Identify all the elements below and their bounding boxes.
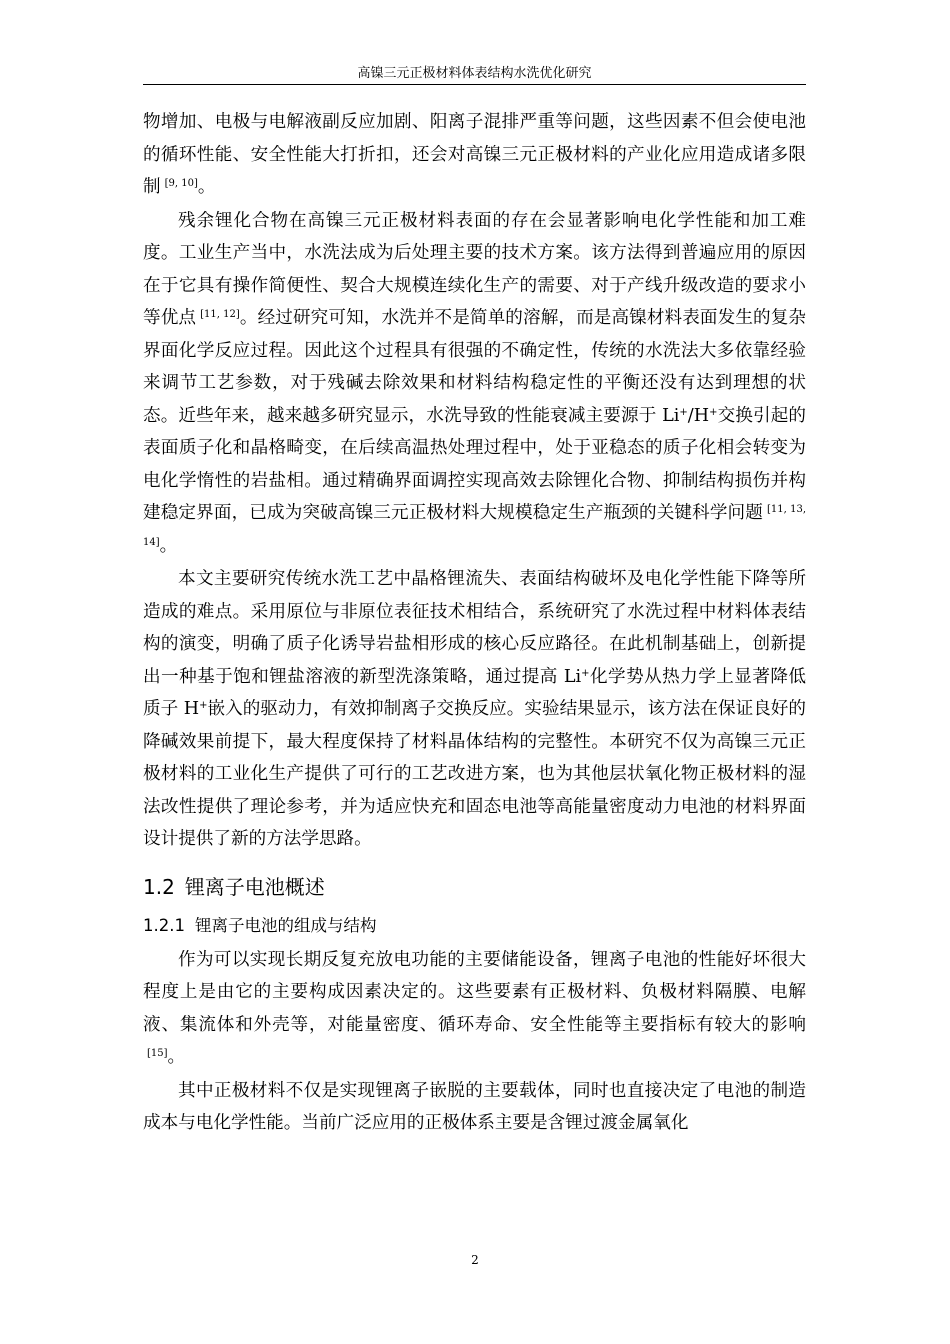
paragraph-residual-lithium [143, 205, 806, 563]
paragraph-text: 嵌入的驱动力，有效抑制离子交换反应。实验结果显示，该方法在保证良好的降碱效果前提下，最大程度保持了材料晶体结构的完整性。本研究不仅为高镍三元正极材料的工业化生产提供了可行的工艺改进方案，也为其他层状氧化物正极材料的湿法改性提供了理论参考，并为适应快充和固态电池等高能量密度动力电池的材料界面设计提供了新的方法学思路。 [143, 699, 806, 849]
paragraph-text: 作为可以实现长期反复充放电功能的主要储能设备，锂离子电池的性能好坏很大程度上是由它的主要构成因素决定的。这些要素有正极材料、负极材料隔膜、电解液、集流体和外壳等，对能量密度、循环寿命、安全性能等主要指标有较大的影响 [143, 949, 806, 1035]
section-heading [143, 870, 806, 904]
superscript: + [581, 667, 590, 679]
body-text [143, 106, 806, 1141]
paragraph-text: 本文主要研究传统水洗工艺中晶格锂流失、表面结构破坏及电化学性能下降等所造成的难点。采用原位与非原位表征技术相结合，系统研究了水洗过程中材料体表结构的演变，明确了质子化诱导岩盐相形成的核心反应路径。在此机制基础上，创新提出一种基于饱和锂盐溶液的新型洗涤策略，通过提高 Li [143, 569, 806, 687]
paragraph-battery-components [143, 944, 806, 1074]
running-header: 高镍三元正极材料体表结构水洗优化研究 [357, 66, 592, 81]
paragraph-text: /H [687, 405, 710, 426]
citation: [15] [147, 1048, 168, 1059]
page-number: 2 [471, 1253, 479, 1267]
paragraph-text: 。经过研究可知，水洗并不是简单的溶解，而是高镍材料表面发生的复杂界面化学反应过程。因此这个过程具有很强的不确定性，传统的水洗法大多依靠经验来调节工艺参数，对于残碱去除效果和材料结构稳定性的平衡还没有达到理想的状态。近些年来，越来越多研究显示，水洗导致的性能衰减主要源于 Li [143, 308, 806, 426]
section-title: 锂离子电池概述 [184, 874, 325, 899]
paragraph-text: 化学势从热力学上显著降低质子 H [143, 666, 806, 719]
section-number: 1.2 [143, 874, 175, 899]
header-rule [143, 84, 806, 85]
paragraph-end: 。 [159, 535, 178, 556]
citation: [11, 13, 14] [143, 504, 806, 548]
superscript: + [709, 406, 718, 418]
paragraph-text: 交换引起的表面质子化和晶格畸变，在后续高温热处理过程中，处于亚稳态的质子化相会转变为电化学惰性的岩盐相。通过精确界面调控实现高效去除锂化合物、抑制结构损伤并构建稳定界面，已成为突破高镍三元正极材料大规模稳定生产瓶颈的关键科学问题 [143, 405, 806, 523]
citation: [9, 10] [164, 178, 198, 189]
superscript: + [199, 700, 208, 711]
paragraph-end: 。 [197, 177, 216, 197]
paragraph-text: 其中正极材料不仅是实现锂离子嵌脱的主要载体，同时也直接决定了电池的制造成本与电化学性能。当前广泛应用的正极体系主要是含锂过渡金属氧化 [143, 1080, 806, 1133]
paragraph-text: 物增加、电极与电解液副反应加剧、阳离子混排严重等问题，这些因素不但会使电池的循环性能、安全性能大打折扣，还会对高镍三元正极材料的产业化应用造成诸多限制 [143, 112, 806, 197]
subsection-heading [143, 910, 806, 942]
paragraph-text: 残余锂化合物在高镍三元正极材料表面的存在会显著影响电化学性能和加工难度。工业生产当中，水洗法成为后处理主要的技术方案。该方法得到普遍应用的原因在于它具有操作简便性、契合大规模连续化生产的需要、对于产线升级改造的要求小等优点 [143, 210, 806, 328]
subsection-title: 锂离子电池的组成与结构 [194, 915, 377, 935]
paragraph-end: 。 [167, 1047, 186, 1067]
paragraph-research-scope [143, 563, 806, 856]
subsection-number: 1.2.1 [143, 915, 185, 935]
superscript: + [679, 406, 688, 418]
citation: [11, 12] [200, 309, 240, 320]
paragraph-continued [143, 106, 806, 204]
paragraph-cathode-materials [143, 1075, 806, 1140]
